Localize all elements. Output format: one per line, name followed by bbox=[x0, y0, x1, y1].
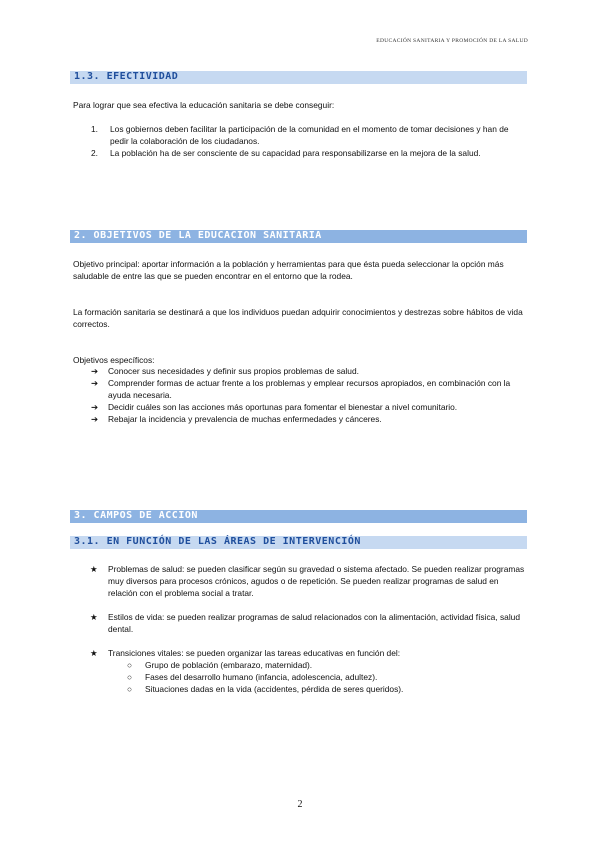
objective-main-paragraph: Objetivo principal: aportar información a la población y herramientas para que ésta pueda seleccionar la opción más saludable de entre las que se pueden encontrar en el entorno que la rodea. bbox=[73, 259, 504, 281]
list-item: Decidir cuáles son las acciones más oportunas para fomentar el bienestar a nivel comunitario. bbox=[108, 402, 458, 412]
page-number: 2 bbox=[297, 799, 303, 810]
sub-list-item: Situaciones dadas en la vida (accidentes, pérdida de seres queridos). bbox=[145, 684, 404, 694]
list-item-number: 2. bbox=[91, 148, 98, 158]
star-bullet-icon: ★ bbox=[90, 564, 98, 574]
list-item: Transiciones vitales: se pueden organizar las tareas educativas en función del: bbox=[108, 648, 401, 658]
circle-bullet-icon: ○ bbox=[127, 660, 133, 670]
star-bullet-icon: ★ bbox=[90, 612, 98, 622]
star-bullet-icon: ★ bbox=[90, 648, 98, 658]
list-item: Comprender formas de actuar frente a los problemas y emplear recursos apropiados, en combinación con la ayuda necesaria. bbox=[108, 378, 511, 400]
section-1-3-title: 1.3. EFECTIVIDAD bbox=[74, 71, 179, 82]
circle-bullet-icon: ○ bbox=[127, 672, 133, 682]
sub-list-item: Grupo de población (embarazo, maternidad). bbox=[145, 660, 313, 670]
training-paragraph: La formación sanitaria se destinará a que los individuos puedan adquirir conocimientos y destrezas sobre hábitos de vida correctos. bbox=[73, 307, 523, 329]
list-item-number: 1. bbox=[91, 124, 98, 134]
list-item: Conocer sus necesidades y definir sus propios problemas de salud. bbox=[108, 366, 359, 376]
sub-list-item: Fases del desarrollo humano (infancia, adolescencia, adultez). bbox=[145, 672, 378, 682]
arrow-bullet-icon: ➔ bbox=[91, 378, 99, 388]
arrow-bullet-icon: ➔ bbox=[91, 366, 99, 376]
list-item: La población ha de ser consciente de su capacidad para responsabilizarse en la mejora de la salud. bbox=[110, 148, 481, 158]
arrow-bullet-icon: ➔ bbox=[91, 402, 99, 412]
section-3-1-title: 3.1. EN FUNCIÓN DE LAS ÁREAS DE INTERVENCIÓN bbox=[74, 536, 361, 547]
running-header: EDUCACIÓN SANITARIA Y PROMOCIÓN DE LA SALUD bbox=[376, 38, 528, 44]
list-item: Rebajar la incidencia y prevalencia de muchas enfermedades y cánceres. bbox=[108, 414, 382, 424]
section-3-title: 3. CAMPOS DE ACCIÓN bbox=[74, 510, 198, 521]
list-item: Problemas de salud: se pueden clasificar según su gravedad o sistema afectado. Se pueden realizar programas muy diversos para procesos crónicos, agudos o de repetición. Se pueden realizar programas de salud en relación con el problema social a tratar. bbox=[108, 564, 525, 598]
section-2-title: 2. OBJETIVOS DE LA EDUCACIÓN SANITARIA bbox=[74, 230, 322, 241]
list-item: Los gobiernos deben facilitar la participación de la comunidad en el momento de tomar decisiones y han de pedir la colaboración de los ciudadanos. bbox=[110, 124, 509, 146]
arrow-bullet-icon: ➔ bbox=[91, 414, 99, 424]
list-item: Estilos de vida: se pueden realizar programas de salud relacionados con la alimentación, actividad física, salud dental. bbox=[108, 612, 521, 634]
circle-bullet-icon: ○ bbox=[127, 684, 133, 694]
specific-objectives-label: Objetivos específicos: bbox=[73, 355, 155, 365]
section-1-3-intro: Para lograr que sea efectiva la educación sanitaria se debe conseguir: bbox=[73, 100, 335, 110]
